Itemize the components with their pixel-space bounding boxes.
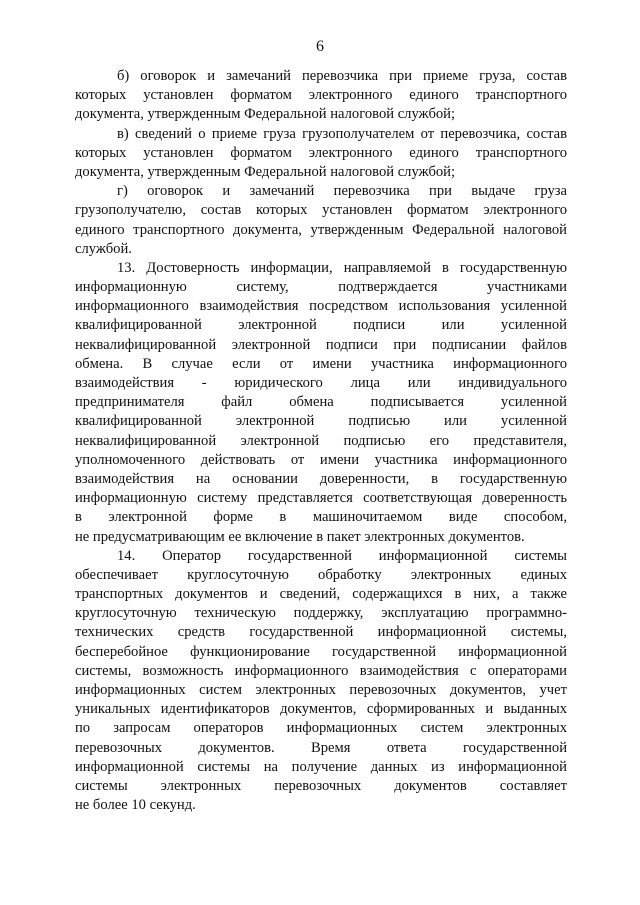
text-line: информационной системы на получение данных из информационной — [75, 758, 567, 775]
text-line: взаимодействия - юридического лица или индивидуального — [75, 375, 567, 391]
text-line: г) оговорок и замечаний перевозчика при выдаче груза — [117, 183, 567, 200]
text-line: уникальных идентификаторов документов, сформированных и выданных — [75, 701, 567, 718]
text-line: неквалифицированной электронной подписью его представителя, — [75, 432, 567, 449]
text-line: информационную систему, подтверждается участниками — [75, 279, 567, 296]
text-line: информационных систем электронных перевозочных документов, учет — [75, 682, 567, 698]
document-body — [75, 67, 567, 815]
text-line: неквалифицированной электронной подписи при подписании файлов — [75, 336, 567, 353]
text-line: системы электронных перевозочных документов составляет — [75, 777, 567, 794]
text-line: бесперебойное функционирование государственной информационной — [75, 643, 567, 660]
paragraph-subitem-b — [75, 67, 567, 125]
text-line: транспортных документов и сведений, содержащихся в них, а также — [75, 586, 567, 603]
text-line: 14. Оператор государственной информационной системы — [117, 547, 567, 564]
text-line: которых установлен форматом электронного единого транспортного — [75, 144, 567, 161]
text-line: взаимодействия на основании доверенности, в государственную — [75, 470, 567, 487]
text-line: б) оговорок и замечаний перевозчика при приеме груза, состав — [117, 68, 567, 84]
text-line: предпринимателя файл обмена подписывается усиленной — [75, 394, 567, 411]
paragraph-subitem-v — [75, 125, 567, 183]
text-line: обмена. В случае если от имени участника информационного — [75, 355, 567, 372]
text-line: в) сведений о приеме груза грузополучателем от перевозчика, состав — [117, 125, 567, 142]
text-line: квалифицированной электронной подписью или усиленной — [75, 413, 567, 430]
page-number: 6 — [316, 38, 324, 55]
text-line: не более 10 секунд. — [75, 797, 196, 814]
text-line: единого транспортного документа, утвержденным Федеральной налоговой — [75, 221, 567, 238]
text-line: документа, утвержденным Федеральной налоговой службой; — [75, 106, 456, 123]
text-line: службой. — [75, 240, 132, 257]
text-line: квалифицированной электронной подписи или усиленной — [75, 317, 567, 334]
text-line: уполномоченного действовать от имени участника информационного — [75, 451, 567, 468]
text-line: документа, утвержденным Федеральной налоговой службой; — [75, 163, 456, 180]
paragraph-item-13 — [75, 259, 567, 547]
text-line: круглосуточную техническую поддержку, эксплуатацию программно- — [75, 605, 567, 622]
text-line: системы, возможность информационного взаимодействия с операторами — [75, 662, 567, 679]
text-line: информационного взаимодействия посредством использования усиленной — [75, 298, 567, 315]
text-line: перевозочных документов. Время ответа государственной — [75, 739, 567, 756]
text-line: грузополучателю, состав которых установлен форматом электронного — [75, 202, 567, 219]
paragraph-item-14 — [75, 547, 567, 816]
text-line: технических средств государственной информационной системы, — [75, 624, 567, 641]
paragraph-subitem-g — [75, 182, 567, 259]
text-line: обеспечивает круглосуточную обработку электронных единых — [75, 566, 567, 583]
text-line: в электронной форме в машиночитаемом виде способом, — [75, 509, 567, 526]
text-line: информационную систему представляется соответствующая доверенность — [75, 490, 567, 507]
text-line: не предусматривающим ее включение в пакет электронных документов. — [75, 528, 525, 545]
text-line: 13. Достоверность информации, направляемой в государственную — [117, 259, 567, 276]
text-line: по запросам операторов информационных систем электронных — [75, 720, 567, 737]
text-line: которых установлен форматом электронного единого транспортного — [75, 87, 567, 104]
